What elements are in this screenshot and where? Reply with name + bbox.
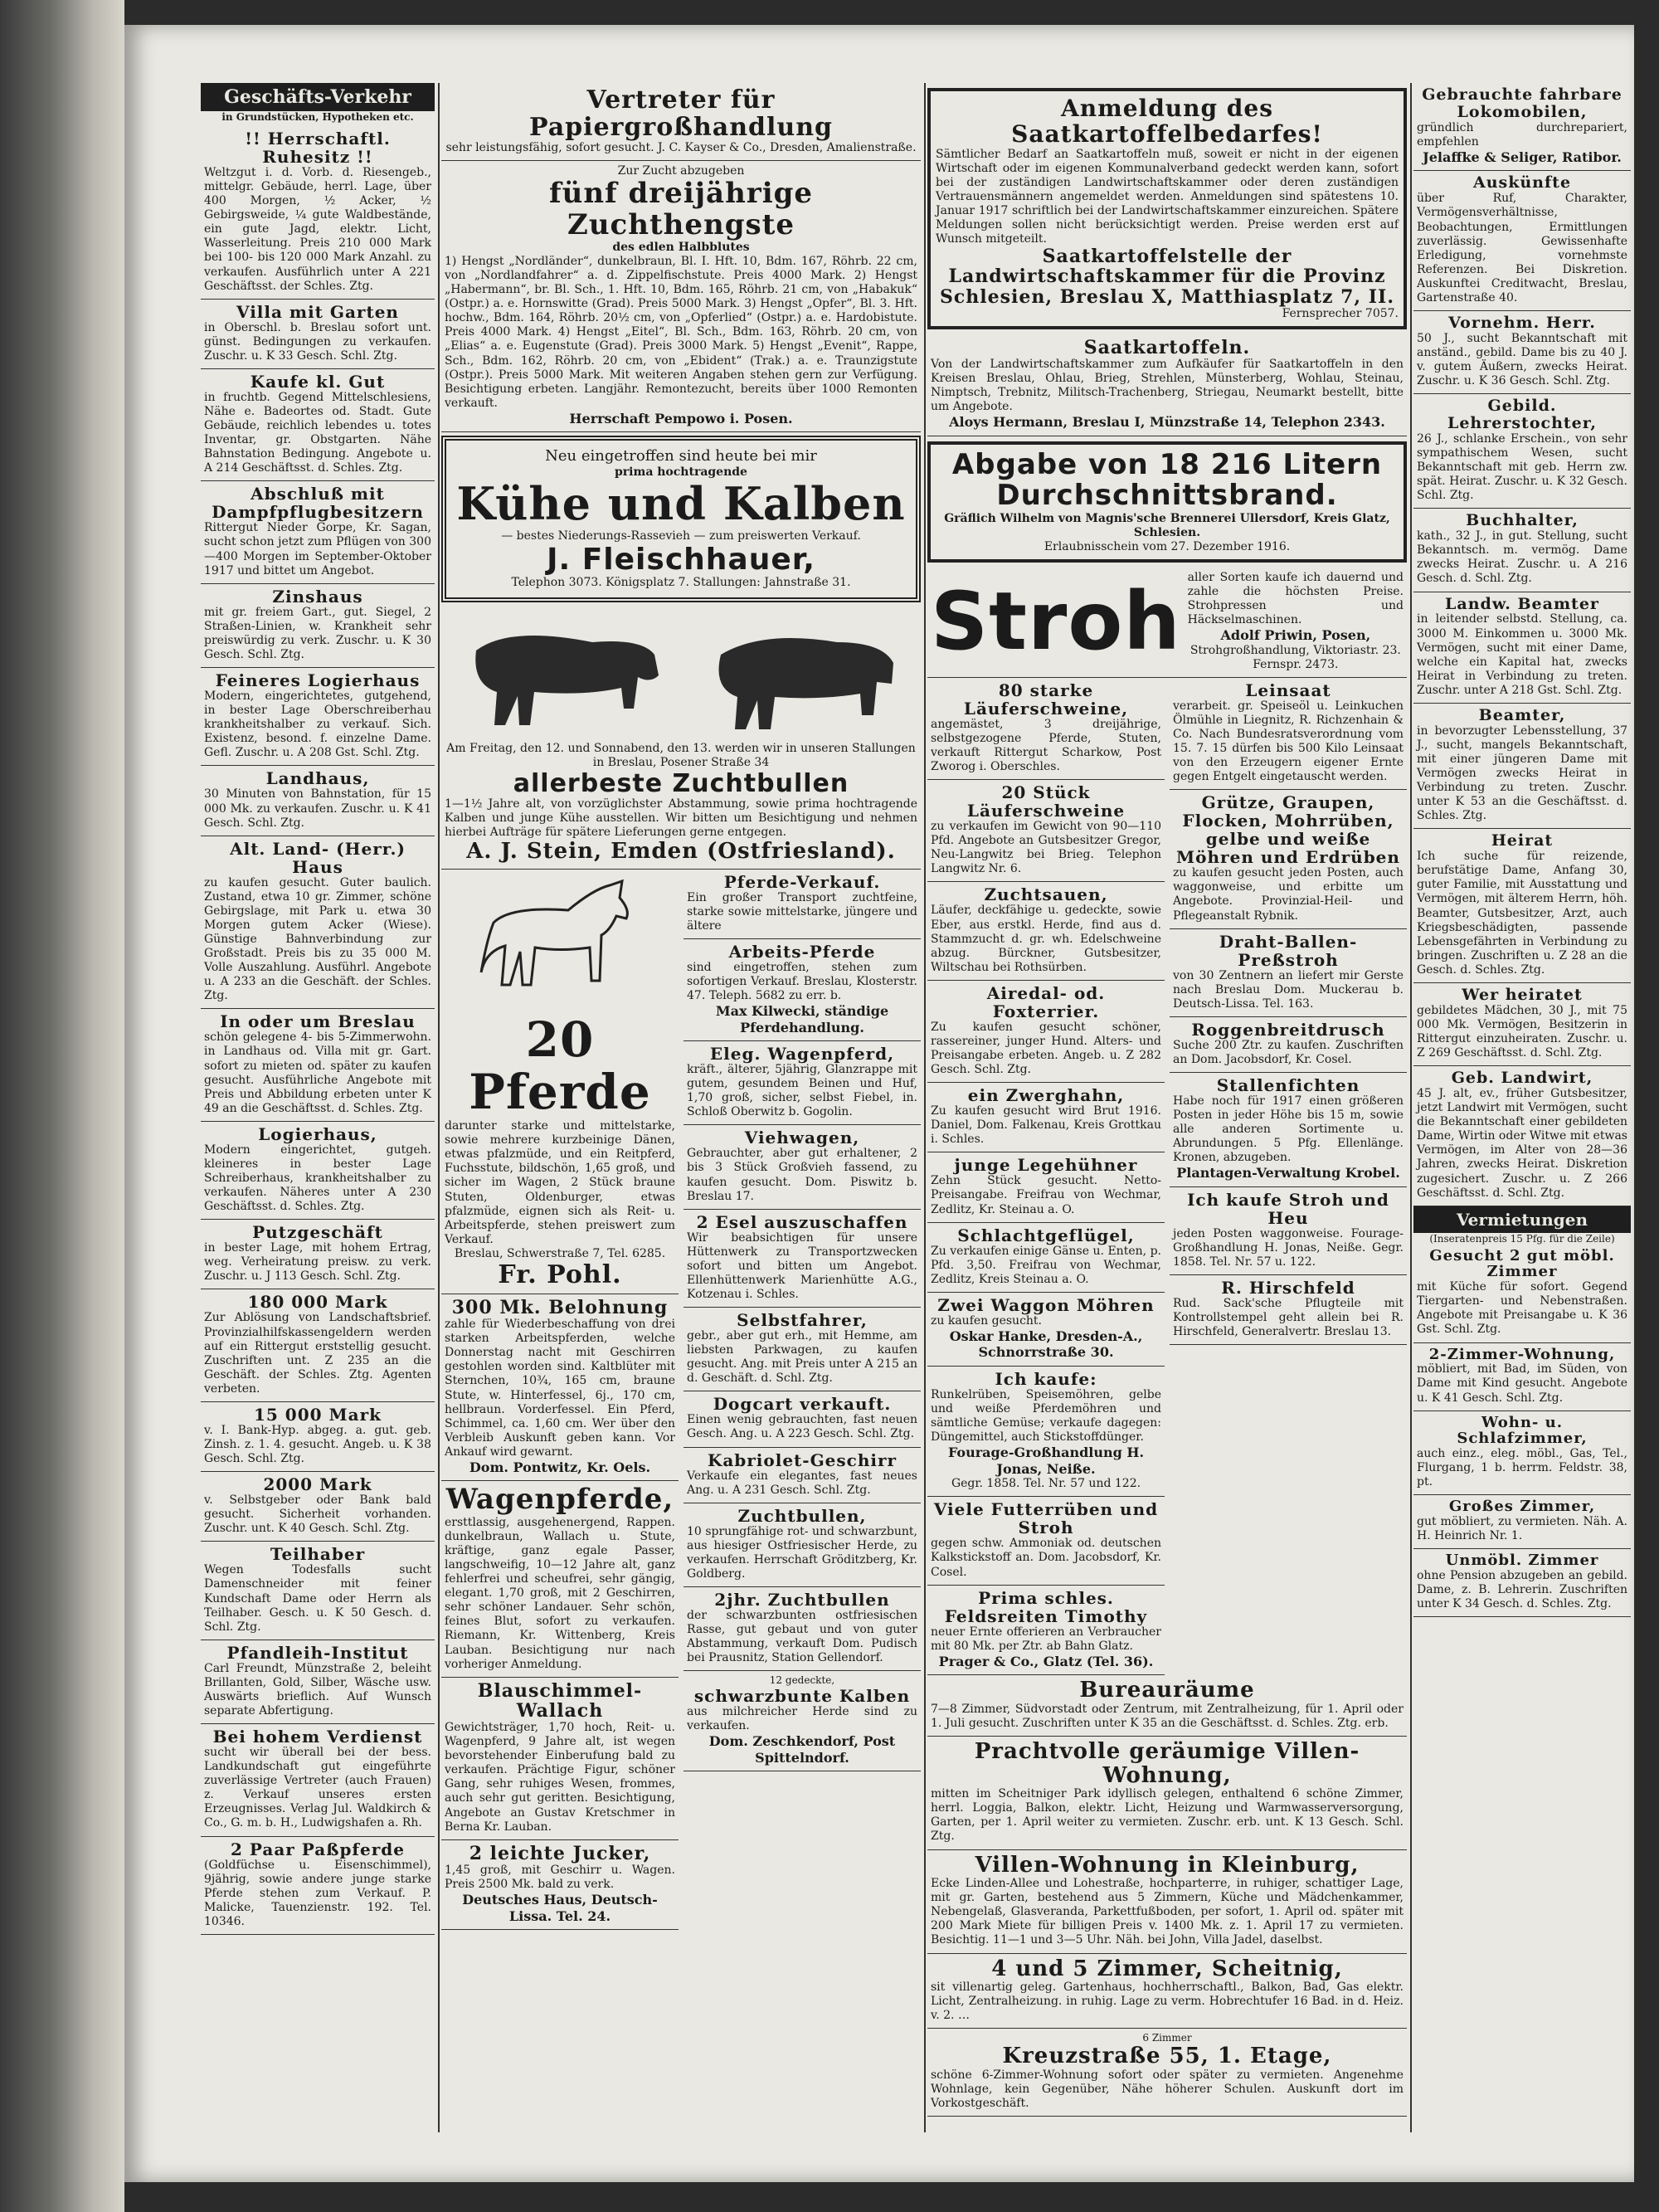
ad-title: Schlachtgeflügel, <box>957 1225 1135 1245</box>
ad-text: Läufer, deckfähige u. gedeckte, sowie Eber, aus erstkl. Herde, find aus d. Stammzucht d. gr. wh. Edelschweine abzug. Bürckner, Gutsbesitzer, Wiltschau bei Rothsürben. <box>931 904 1161 974</box>
ad-title: 2 Paar Paßpferde <box>230 1839 405 1859</box>
classified-ad <box>927 678 1165 780</box>
section-header-rentals: Vermietungen <box>1413 1206 1631 1233</box>
ad-text: Weltzgut i. d. Vorb. d. Riesengeb., mittelgr. Gebäude, herrl. Lage, über 400 Morgen, ½ Acker, ½ Gebirgsweide, ¼ gute Waldbestände, ein gute Jagd, elektr. Licht, Wasserleitung. Preis 210 000 Mark bei 100- bis 120 000 Mark Anzahl. zu verkaufen. Ausführlich unter A 221 Geschäftsst. der Schles. Ztg. <box>204 166 431 293</box>
ad-title: Landhaus, <box>265 768 370 789</box>
ad-text: Modern, eingerichtetes, gutgehend, in bester Lage Oberschreiberhau krankheitshalber zu verkauf. Sich. Existenz, besond. f. einzelne Dame. Gefl. Zuschr. u. A 208 Gst. Schl. Ztg. <box>204 689 431 760</box>
column-3-split <box>927 678 1407 1675</box>
ad-text: Am Freitag, den 12. und Sonnabend, den 13. werden wir in unseren Stallungen in Breslau, Posener Straße 34 <box>446 741 916 769</box>
ad-title: Zuchtbullen, <box>737 1505 867 1526</box>
classified-ad <box>927 882 1165 980</box>
ad-text: Zu kaufen gesucht schöner, rassereiner, junger Hund. Alters- und Preisangabe erbeten. Angeb. u. Z 282 Gesch. Schl. Ztg. <box>931 1020 1161 1077</box>
ad-title: Draht-Ballen-Preßstroh <box>1219 931 1358 970</box>
classified-ad <box>1413 1495 1631 1549</box>
classified-ad <box>201 369 435 481</box>
ad-wagenpferde <box>441 1481 679 1677</box>
ad-text: in leitender selbstd. Stellung, ca. 3000 M. Einkommen u. 3000 Mk. Vermögen, sucht mit einer Dame, welche ein Kapital hat, zwecks Heirat in Verbindung zu treten. Zuschr. unter A 218 Gst. Schl. Ztg. <box>1417 612 1627 697</box>
ad-text: jeden Posten waggonweise. Fourage-Großhandlung H. Jonas, Neiße. Gegr. 1858. Tel. Nr. 57 u. 122. <box>1173 1226 1404 1269</box>
ad-title: R. Hirschfeld <box>1221 1278 1355 1298</box>
ad-pre: 6 Zimmer <box>1142 2032 1192 2044</box>
ad-text: Runkelrüben, Speisemöhren, gelbe und weiße Pferdemöhren und sämtliche Gemüse; verkaufe dagegen: Düngemittel, auch Stickstoffdünger. <box>931 1387 1161 1445</box>
ad-title: Grütze, Graupen, Flocken, Mohrrüben, gelbe und weiße Möhren und Erdrüben <box>1176 792 1400 868</box>
ad-signature: J. Fleischhauer, <box>547 542 815 577</box>
classified-ad <box>1413 1549 1631 1617</box>
ad-title: Großes Zimmer, <box>1448 1498 1596 1516</box>
classified-ad <box>684 1041 921 1125</box>
book-binding <box>0 0 124 2212</box>
ad-text: Wir beabsichtigen für unsere Hüttenwerk zu Transportzwecken sofort und bitten um Angebot. Ellenhüttenwerk Marienhütte A.G., Kotzenau i. Schles. <box>687 1230 917 1301</box>
classified-ad <box>201 1122 435 1220</box>
classified-ad <box>684 870 921 939</box>
ad-title: Abschluß mit Dampfpflugbesitzern <box>212 484 424 523</box>
ad-text: gebr., aber gut erh., mit Hemme, am liebsten Parkwagen, zu kaufen gesucht. Ang. mit Preis unter A 215 an d. Geschäft. d. Schl. Ztg. <box>687 1329 917 1386</box>
ad-title: Villen-Wohnung in Kleinburg, <box>975 1852 1360 1878</box>
classified-ad <box>927 1293 1165 1367</box>
classified-ad <box>927 1850 1407 1954</box>
classified-ad <box>201 126 435 300</box>
ad-title: fünf dreijährige Zuchthengste <box>548 177 814 241</box>
ad-text: 30 Minuten von Bahnstation, für 15 000 Mk. zu verkaufen. Zuschr. u. K 41 Gesch. Schl. Ztg. <box>204 787 431 830</box>
ad-text: neuer Ernte offerieren an Verbraucher mit 80 Mk. per Ztr. ab Bahn Glatz. <box>931 1625 1161 1653</box>
ad-signature: Deutsches Haus, Deutsch-Lissa. Tel. 24. <box>462 1892 658 1924</box>
ad-title: Bureauräume <box>1079 1678 1255 1703</box>
ad-text: Gräflich Wilhelm von Magnis'sche Brennerei Ullersdorf, Kreis Glatz, Schlesien. <box>944 511 1390 539</box>
ad-title: Pfandleih-Institut <box>226 1642 409 1663</box>
ad-text: 45 J. alt, ev., früher Gutsbesitzer, jetzt Landwirt mit Vermögen, sucht die Bekanntschaft einer gebildeten Dame, Wirtin oder Witwe mit etwas Vermögen, im Alter von 28—36 Jahren, zwecks Heirat. Diskretion zugesichert. Zuschr. u. Z 266 Geschäftsst. d. Schl. Ztg. <box>1417 1087 1627 1200</box>
classified-ad <box>201 1220 435 1289</box>
classified-ad <box>684 1125 921 1209</box>
ad-list <box>201 126 435 1935</box>
ad-signature: Fr. Pohl. <box>498 1259 622 1289</box>
column-3-right <box>1170 678 1407 1675</box>
classified-ad <box>684 1448 921 1503</box>
ad-text: Modern eingerichtet, gutgeh. kleineres in bester Lage Schreiberhaus, krankheitshalber zu verkaufen. Näheres unter A 230 Geschäftsst. d. Schles. Ztg. <box>204 1143 431 1214</box>
ad-title: 2 leichte Jucker, <box>469 1842 651 1864</box>
ad-text: Von der Landwirtschaftskammer zum Aufkäufer für Saatkartoffeln in den Kreisen Breslau, Ohlau, Brieg, Strehlen, Münsterberg, Wohlau, Steinau, Nimptsch, Trebnitz, Militsch-Trachenberg, Striegau, Neumarkt bestellt, bitte um Angebote. <box>931 357 1404 414</box>
ad-text: (Goldfüchse u. Eisenschimmel), 9jährig, sowie andere junge starke Pferde stehen zum Verkauf. P. Malicke, Tauenzienstr. 192. Tel. 10346. <box>204 1858 431 1928</box>
column-3-bottom <box>927 1675 1407 2117</box>
ad-title: 2-Zimmer-Wohnung, <box>1428 1345 1616 1363</box>
ad-text: gegen schw. Ammoniak od. deutschen Kalkstickstoff an. Dom. Jacobsdorf, Kr. Cosel. <box>931 1537 1161 1579</box>
ad-title: Teilhaber <box>270 1544 366 1565</box>
ad-title: 4 und 5 Zimmer, Scheitnig, <box>991 1956 1343 1981</box>
classified-ad <box>1413 1066 1631 1206</box>
ad-text: Verkaufe ein elegantes, fast neues Ang. u. A 231 Gesch. Schl. Ztg. <box>687 1469 917 1497</box>
ad-text: Ecke Linden-Allee und Lohestraße, hochparterre, in ruhiger, schattiger Lage, mit gr. Garten, bestehend aus 5 Zimmern, Küche und Mädchenkammer, Nebengelaß, Glasveranda, Parkettfußboden, per sofort, 1. April od. später mit 200 Mark Miete für billigen Preis v. 1400 Mk. z. 1. April 17 zu vermieten. Besichtig. 11—1 und 3—5 Uhr. Näh. bei John, Villa Jadel, daselbst. <box>931 1877 1404 1947</box>
ad-title: Landw. Beamter <box>1445 594 1599 613</box>
classified-ad <box>201 836 435 1010</box>
ad-title: ein Zwerghahn, <box>967 1085 1125 1106</box>
ad-signature: Dom. Pontwitz, Kr. Oels. <box>469 1459 651 1475</box>
ad-title: Beamter, <box>1478 705 1566 724</box>
ad-title: Prachtvolle geräumige Villen-Wohnung, <box>974 1739 1360 1788</box>
ad-text: mit gr. freiem Gart., gut. Siegel, 2 Straßen-Linien, w. Krankheit sehr preiswürdig zu verk. Zuschr. u. K 30 Gesch. Schl. Ztg. <box>204 605 431 661</box>
ad-title: Alt. Land- (Herr.) Haus <box>230 838 406 877</box>
classified-ad <box>927 1083 1165 1152</box>
classified-ad <box>201 1640 435 1724</box>
classified-ad <box>1413 983 1631 1066</box>
ad-text: in bevorzugter Lebensstellung, 37 J., sucht, mangels Bekanntschaft, mit einer jüngeren Dame mit Vermögen zwecks Heirat in Verbindung zu treten. Zuschr. unter K 53 an die Geschäftsst. d. Schles. Ztg. <box>1417 724 1627 823</box>
ad-blauschimmel <box>441 1678 679 1840</box>
ad-title: Stroh <box>931 574 1181 668</box>
classified-ad <box>1170 678 1407 790</box>
ad-text: mit Küche für sofort. Gegend Tiergarten- und Nebenstraßen. Angebote mit Preisangabe u. K 36 Gst. Schl. Ztg. <box>1417 1280 1627 1337</box>
classified-ad <box>201 1289 435 1401</box>
ad-text: zu kaufen gesucht. Guter baulich. Zustand, etwa 10 gr. Zimmer, schöne Gebirgslage, mit Park u. etwa 30 Morgen gutem Acker (Wiese). Günstige Bahnverbindung zur Großstadt. Preis bis zu 35 000 M. Volle Auszahlung. Ausführl. Angebote u. A 233 an die Geschäft. der Schles. Ztg. <box>204 875 431 1003</box>
ad-title: Roggenbreitdrusch <box>1191 1019 1385 1040</box>
classified-ad <box>1413 509 1631 592</box>
ad-text: 10 sprungfähige rot- und schwarzbunt, aus hiesiger Ostfriesischer Herde, zu verkaufen. Herrschaft Gröditzberg, Kr. Goldberg. <box>687 1524 917 1581</box>
ad-text: mitten im Scheitniger Park idyllisch gelegen, enthaltend 6 schöne Zimmer, herrl. Loggia, Balkon, elektr. Licht, Heizung und Warmwasserversorgung, Garten, per 1. April weiter zu vermieten. Zuschr. erb. unt. K 13 Gesch. Schl. Ztg. <box>931 1787 1404 1844</box>
classified-ad <box>1170 1275 1407 1345</box>
classified-ad <box>201 1402 435 1472</box>
ad-contact: Fernsprecher 7057. <box>1282 306 1399 320</box>
ad-text: Ein großer Transport zuchtfeine, starke sowie mittelstarke, jüngere und ältere <box>687 890 917 933</box>
ad-title: Auskünfte <box>1472 173 1572 192</box>
ad-signature: Jelaffke & Seliger, Ratibor. <box>1423 149 1622 165</box>
ad-text: von 30 Zentnern an liefert mir Gerste nach Breslau Dom. Muckerau b. Deutsch-Lissa. Tel. 163. <box>1173 968 1404 1011</box>
ad-title: Geb. Landwirt, <box>1451 1069 1593 1088</box>
ad-text: gebildetes Mädchen, 30 J., mit 75 000 Mk. Vermögen, Besitzerin in Rittergut einzuheiraten. Zuschr. u. Z 269 Geschäftsst. d. Schl. Ztg. <box>1417 1003 1627 1060</box>
ad-text: ohne Pension abzugeben an gebild. Dame, z. B. Lehrerin. Zuschriften unter K 34 Gesch. d. Schles. Ztg. <box>1417 1569 1627 1611</box>
ad-text: ersttlassig, ausgehenergend, Rappen. dunkelbraun, Wallach u. Stute, kräftige, ganz egale Passer, langschweifig, 10—12 Jahre alt, ganz fehlerfrei und scheufrei, sehr gängig, elegant. 1,70 groß, mit 2 Geschirren, sehr schöner Landauer. Sehr schön, feines Blut, sofort zu verkaufen. Riemann, Kr. Wittenberg, Kreis Lauban. Besichtigung nur nach vorheriger Anmeldung. <box>445 1515 675 1671</box>
classified-ad <box>927 1737 1407 1850</box>
ad-title: 180 000 Mark <box>247 1292 388 1313</box>
ad-text: 7—8 Zimmer, Südvorstadt oder Zentrum, mit Zentralheizung, für 1. April oder 1. Juli gesucht. Zuschriften unter K 35 an die Geschäftsst. d. Schles. Ztg. erb. <box>931 1702 1404 1730</box>
ad-text: verarbeit. gr. Speiseöl u. Leinkuchen Ölmühle in Liegnitz, R. Richzenhain & Co. Nach Bundesratsverordnung vom 15. 7. 15 dürfen bis 500 Kilo Leinsaat von den Erzeugern eigener Ernte gegen Entgelt eingetauscht werden. <box>1173 699 1404 784</box>
ad-pre: 12 gedeckte, <box>769 1674 835 1687</box>
classified-ad <box>1170 929 1407 1017</box>
ad-text: gut möbliert, zu vermieten. Näh. A. H. Heinrich Nr. 1. <box>1417 1515 1627 1543</box>
ad-title: Leinsaat <box>1245 680 1331 700</box>
ad-text: sehr leistungsfähig, sofort gesucht. J. C. Kayser & Co., Dresden, Amalienstraße. <box>445 141 917 154</box>
column-3 <box>927 83 1407 2132</box>
ad-text: 50 J., sucht Bekanntschaft mit anständ., gebild. Dame bis zu 40 J. v. gutem Äußern, zwecks Heirat. Zuschr. u. K 36 Gesch. Schl. Ztg. <box>1417 331 1627 388</box>
ad-text: Wegen Todesfalls sucht Damenschneider mit feiner Kundschaft Dame oder Herrn als Teilhaber. Gesch. u. K 50 Gesch. d. Schl. Ztg. <box>204 1563 431 1634</box>
ad-zuchthengste <box>441 161 921 432</box>
classified-ad <box>927 1223 1165 1293</box>
ad-text: v. Selbstgeber oder Bank bald gesucht. Sicherheit vorhanden. Zuschr. unt. K 40 Gesch. Schl. Ztg. <box>204 1493 431 1536</box>
ad-text: schöne 6-Zimmer-Wohnung sofort oder später zu vermieten. Angenehme Wohnlage, kein Gegenüber, Nähe höherer Schulen. Auskunft dort im Vorkostgeschäft. <box>931 2068 1404 2110</box>
ad-title: Bei hohem Verdienst <box>212 1727 423 1747</box>
ad-title: Saatkartoffeln. <box>1083 336 1251 358</box>
classified-ad <box>684 1308 921 1391</box>
ad-title: Kabriolet-Geschirr <box>707 1449 898 1470</box>
ad-signature: Oskar Hanke, Dresden-A., Schnorrstraße 30. <box>949 1328 1143 1361</box>
ad-contact: Strohgroßhandlung, Viktoriastr. 23. Fernspr. 2473. <box>1190 643 1401 671</box>
ad-text: 1—1½ Jahre alt, von vorzüglichster Abstammung, sowie prima hochtragende Kalben und junge Kühe ausstellen. Wir bitten um Besichtigung und nehmen hierbei Aufträge für spätere Lieferungen gerne entgegen. <box>445 797 917 839</box>
classified-ad <box>1170 790 1407 928</box>
classified-ad <box>201 668 435 766</box>
ad-text: über Ruf, Charakter, Vermögensverhältnisse, Beobachtungen, Ermittlungen zuverlässig. Gewissenhafte Erledigung, vornehmste Referenzen. Bei Diskretion. Auskunftei Creditwacht, Breslau, Gartenstraße 40. <box>1417 192 1627 305</box>
ad-signature: Plantagen-Verwaltung Krobel. <box>1176 1165 1400 1182</box>
section-subheader-rentals: (Inseratenpreis 15 Pfg. für die Zeile) <box>1429 1232 1615 1245</box>
ad-title: !! Herrschaftl. Ruhesitz !! <box>245 129 391 167</box>
ad-title: Heirat <box>1491 831 1554 850</box>
ad-title: Kreuzstraße 55, 1. Etage, <box>1002 2043 1332 2068</box>
ad-20-pferde <box>441 870 679 1294</box>
classified-ad <box>201 584 435 668</box>
ad-text: — bestes Niederungs-Rassevieh — zum preiswerten Verkauf. <box>501 529 861 543</box>
ad-signature: Dom. Zeschkendorf, Post Spittelndorf. <box>708 1733 896 1766</box>
ad-text: Gebrauchter, aber gut erhaltener, 2 bis 3 Stück Großvieh fassend, zu kaufen gesucht. Dom. Piswitz b. Breslau 17. <box>687 1147 917 1203</box>
ad-title: Buchhalter, <box>1466 511 1579 530</box>
ad-belohnung <box>441 1294 679 1481</box>
ad-title: Selbstfahrer, <box>737 1310 868 1331</box>
ad-text: in fruchtb. Gegend Mittelschlesiens, Nähe e. Badeortes od. Stadt. Gute Gebäude, reichlich lebendes u. totes Inventar, gr. Obstgarten. Nähe Bahnstation Bedingung. Angebote u. A 214 Geschäftsst. d. Schles. Ztg. <box>204 390 431 475</box>
horse-icon <box>469 873 651 1014</box>
section-header: Geschäfts-Verkehr <box>201 83 435 111</box>
ad-text: Einen wenig gebrauchten, fast neuen Gesch. Ang. u. A 223 Gesch. Schl. Ztg. <box>687 1413 917 1441</box>
ad-title: Abgabe von 18 216 Litern Durchschnittsbrand. <box>951 447 1383 513</box>
ad-title: Zuchtsauen, <box>984 884 1108 905</box>
classified-ad <box>1413 1343 1631 1411</box>
ad-title: junge Legehühner <box>954 1155 1138 1176</box>
ad-saatkartoffel-anmeldung <box>927 88 1407 329</box>
classified-ad <box>927 780 1165 882</box>
ad-title: In oder um Breslau <box>220 1011 416 1032</box>
classified-ad <box>201 300 435 369</box>
ad-text: Ich suche für reizende, berufstätige Dame, Anfang 30, guter Familie, mit Ausstattung und Vermögen, mit älterem Herrn, höh. Beamter, Gutsbesitzer, Arzt, auch Kriegsbeschädigten, passende Lebensgefährten in Verbindung zu bringen. Zuschriften u. Z 28 an die Gesch. d. Schles. Ztg. <box>1417 850 1627 977</box>
ad-title: Vornehm. Herr. <box>1448 313 1596 332</box>
classified-ad <box>1170 1187 1407 1275</box>
column-2 <box>441 83 921 2132</box>
ad-title: Villa mit Garten <box>236 301 399 322</box>
classified-ad <box>684 1503 921 1587</box>
ad-text: Sämtlicher Bedarf an Saatkartoffeln muß, soweit er nicht in der eigenen Wirtschaft oder im eigenen Kommunalverband gedeckt werden kann, sofort bei der zuständigen Landwirtschaftskammer oder deren zuständigen Vertrauensmännern angemeldet werden. Anmeldungen sind spätestens 10. Januar 1917 schriftlich bei der Landwirtschaftskammer einzureichen. Spätere Meldungen sollen nicht berücksichtigt werden. Preise werden erst auf Wunsch mitgeteilt. <box>936 147 1399 246</box>
classified-ad <box>684 1671 921 1771</box>
ad-title: Putzgeschäft <box>252 1222 383 1243</box>
ad-title: Blauschimmel-Wallach <box>477 1679 643 1722</box>
ad-title: Zinshaus <box>272 586 363 607</box>
classified-ad <box>927 981 1165 1083</box>
ad-pre: Zur Zucht abzugeben <box>617 164 745 178</box>
ad-text: aller Sorten kaufe ich dauernd und zahle die höchsten Preise. Strohpressen und Häckselmaschinen. <box>1187 570 1404 627</box>
ad-text: 1) Hengst „Nordländer“, dunkelbraun, Bl. I. Hft. 10, Bdm. 167, Röhrb. 22 cm, von „Nordlandfahrer“ a. d. Zippelfischstute. Preis 4000 Mark. 2) Hengst „Habermann“, br. Bl. Sch., 1. Hft. 10, Bdm. 165, Röhrb. 21 cm, von „Habakuk“ (Ostpr.) a. e. Hornswitte (Grad). Preis 5000 Mark. 3) Hengst „Opfer“, Bl. 3. Hft. hochw., Bdm. 164, Röhrb. 20½ cm, von „Opferlied“ (Ostpr.) a. e. Hardobistute. Preis 4000 Mark. 4) Hengst „Eitel“, Bl. Sch., Bdm. 163, Röhrb. 20 cm, von „Elias“ a. e. Eugenstute (Grad). Preis 3000 Mark. 5) Hengst „Evenit“, Rappe, Sch., Bdm. 162, Röhrb. 20 cm, von „Ebident“ (Trak.) a. e. Traunzigstute (Ostpr.). Preis 5000 Mark. Mit weiteren Angaben stehen gern zur Verfügung. Besichtigung erbeten. Langjähr. Remontezucht, bereits über 1000 Remonten verkauft. <box>445 255 917 410</box>
classified-ad <box>201 481 435 583</box>
ad-title: Ich kaufe: <box>995 1368 1097 1389</box>
ad-list <box>1413 83 1631 1206</box>
ad-title: Wer heiratet <box>1462 985 1583 1004</box>
classified-ad <box>1413 704 1631 829</box>
ad-text: zu kaufen gesucht. <box>931 1313 1043 1328</box>
ad-title: Pferde-Verkauf. <box>723 871 881 892</box>
ad-title: Airedal- od. Foxterrier. <box>986 982 1106 1021</box>
ad-title: Eleg. Wagenpferd, <box>709 1044 895 1065</box>
ad-text: zu verkaufen im Gewicht von 90—110 Pfd. Angebote an Gutsbesitzer Gregor, Neu-Langwitz bei Brieg. Telephon Langwitz Nr. 6. <box>931 820 1161 876</box>
column-2-right <box>684 870 921 1930</box>
ad-text: der schwarzbunten ostfriesischen Rasse, gut gebaut und von guter Abstammung, verkauft Dom. Pudisch bei Prausnitz, Station Gellendorf. <box>687 1609 917 1665</box>
classified-ad <box>1413 592 1631 704</box>
ad-text: in Oberschl. b. Breslau sofort unt. günst. Bedingungen zu verkaufen. Zuschr. u. K 33 Gesch. Schl. Ztg. <box>204 320 431 363</box>
classified-ad <box>684 939 921 1041</box>
classified-ad <box>927 1152 1165 1222</box>
ad-title: Anmeldung des Saatkartoffelbedarfes! <box>1011 95 1323 148</box>
ad-title: Logierhaus, <box>258 1123 377 1144</box>
classified-ad <box>1413 1245 1631 1343</box>
ad-title: Wagenpferde, <box>445 1483 674 1517</box>
column-rule <box>1410 83 1412 2132</box>
classified-ad <box>1413 394 1631 509</box>
classified-ad <box>927 1954 1407 2029</box>
ad-text: sucht wir überall bei der bess. Landkundschaft gut eingeführte zuverlässige Vertreter (auch Frauen) z. Verkauf unseres ersten Erzeugnisses. Verlag Jul. Waldkirch & Co., G. m. b. H., Ludwigshafen a. Rh. <box>204 1746 431 1830</box>
ad-text: Zur Ablösung von Landschaftsbrief. Provinzialhilfskassengeldern werden auf ein Rittergut erststellig gesucht. Zuschriften unt. Z 235 an die Geschäft. der Schles. Ztg. Agenten verbeten. <box>204 1311 431 1396</box>
classified-ad <box>1413 311 1631 394</box>
classified-ad <box>201 1009 435 1121</box>
classified-ad <box>1413 83 1631 171</box>
classified-ad <box>1413 171 1631 311</box>
ad-text: auch einz., eleg. möbl., Gas, Tel., Flurgang, 1 b. herrm. Feldstr. 38, pt. <box>1417 1447 1627 1489</box>
ad-text: sind eingetroffen, stehen zum sofortigen Verkauf. Breslau, Klosterstr. 47. Teleph. 5682 zu err. b. <box>687 960 917 1002</box>
classified-ad <box>1170 1073 1407 1187</box>
ad-title: Gebild. Lehrerstochter, <box>1447 397 1597 433</box>
classified-ad <box>927 1675 1407 1737</box>
ad-signature: Fourage-Großhandlung H. Jonas, Neiße. <box>947 1445 1145 1477</box>
ad-signature: Max Kilwecki, ständige Pferdehandlung. <box>715 1003 889 1035</box>
ad-text: Rittergut Nieder Gorpe, Kr. Sagan, sucht schon jetzt zum Pflügen von 300—400 Morgen im September-Oktober 1917 und bittet um Angebot. <box>204 521 431 577</box>
ad-title: 20 Stück Läuferschweine <box>966 782 1126 821</box>
column-3-left <box>927 678 1165 1675</box>
ad-title: 2000 Mark <box>263 1474 372 1495</box>
ad-text: v. I. Bank-Hyp. abgeg. a. gut. geb. Zinsh. z. 1. 4. gesucht. Angeb. u. K 38 Gesch. Schl. Ztg. <box>204 1423 431 1466</box>
ad-text: in bester Lage, mit hohem Ertrag, weg. Verheiratung preisw. zu verk. Zuschr. u. J 113 Gesch. Schl. Ztg. <box>204 1241 431 1284</box>
ad-text: 1,45 groß, mit Geschirr u. Wagen. Preis 2500 Mk. bald zu verk. <box>445 1863 675 1891</box>
newspaper-page <box>124 25 1634 2182</box>
ad-title: Arbeits-Pferde <box>728 941 876 962</box>
ad-signature: Prager & Co., Glatz (Tel. 36). <box>938 1653 1154 1669</box>
column-2-left <box>441 870 679 1930</box>
ad-title: Unmöbl. Zimmer <box>1445 1552 1599 1570</box>
ad-contact: Gegr. 1858. Tel. Nr. 57 und 122. <box>951 1477 1141 1491</box>
ad-title: Ich kaufe Stroh und Heu <box>1187 1189 1389 1228</box>
ad-signature: A. J. Stein, Emden (Ostfriesland). <box>466 838 896 864</box>
ad-title: allerbeste Zuchtbullen <box>513 768 849 798</box>
ad-text: darunter starke und mittelstarke, sowie mehrere kurzbeinige Dänen, etwas pfalzmüde, und ein Reitpferd, Fuchsstute, bildschön, 1,65 groß, und sicher im Wagen, 2 Stück braune Stuten, Oldenburger, etwas pfalzmüde, eignen sich als Reit- u. Arbeitspferde, stehen preiswert zum Verkauf. <box>445 1119 675 1246</box>
classified-ad <box>684 1587 921 1671</box>
classified-ad <box>927 1586 1165 1676</box>
column-4 <box>1413 83 1631 2132</box>
cattle-illustration <box>445 609 917 742</box>
classified-ad <box>684 1391 921 1447</box>
classified-ad <box>1170 1017 1407 1073</box>
ad-sub: prima hochtragende <box>615 465 747 480</box>
ad-kuehe-kalben <box>441 436 921 602</box>
ad-text: kath., 32 J., in gut. Stellung, sucht Bekanntsch. m. vermög. Dame zwecks Heirat. Zuschr. u. A 216 Gesch. d. Schl. Ztg. <box>1417 529 1627 586</box>
classified-ad <box>201 766 435 836</box>
ad-text: Zu verkaufen einige Gänse u. Enten, p. Pfd. 3,50. Freifrau von Wechmar, Zedlitz, Kreis Steinau a. O. <box>931 1244 1161 1286</box>
ad-zuchtbullen-stein <box>441 606 921 870</box>
classified-ad <box>201 1542 435 1640</box>
ad-title: 15 000 Mark <box>254 1404 382 1425</box>
ad-title: 300 Mk. Belohnung <box>451 1296 669 1318</box>
ad-text: Rud. Sack'sche Pflugteile mit Kontrollstempel geht allein bei R. Hirschfeld, Generalvertr. Breslau 13. <box>1173 1297 1404 1339</box>
column-1 <box>201 83 435 2132</box>
ad-durchschnittsbrand <box>927 441 1407 563</box>
classified-ad <box>201 1472 435 1542</box>
classified-ad <box>1413 1411 1631 1496</box>
ad-jucker <box>441 1840 679 1930</box>
ad-signature: Herrschaft Pempowo i. Posen. <box>569 410 793 426</box>
classified-ad <box>927 2029 1407 2116</box>
ad-title: schwarzbunte Kalben <box>693 1685 911 1706</box>
column-rule <box>924 83 926 2132</box>
ad-text: Zehn Stück gesucht. Netto-Preisangabe. Freifrau von Wechmar, Zedlitz, Kr. Steinau a. O. <box>931 1174 1161 1216</box>
ad-title: Wohn- u. Schlafzimmer, <box>1457 1413 1588 1448</box>
ad-text: aus milchreicher Herde sind zu verkaufen. <box>687 1704 917 1733</box>
rental-list <box>1413 1245 1631 1618</box>
ad-text: sit villenartig geleg. Gartenhaus, hochherrschaftl., Balkon, Bad, Gas elektr. Licht, Zentralheizung. in ruhig. Lage zu verm. Hobrechtufer 16 Bad. in d. Heiz. v. 2. … <box>931 1981 1404 2023</box>
ad-title: Gebrauchte fahrbare Lokomobilen, <box>1422 85 1623 121</box>
classified-ad <box>927 1367 1165 1497</box>
classified-ad <box>684 1210 921 1308</box>
ad-text: Habe noch für 1917 einen größeren Posten in jeder Höhe bis 15 m, sowie alle anderen Sortimente u. Abrundungen. 5 Pfg. Ellenlänge. Kronen, abzugeben. <box>1173 1094 1404 1165</box>
ad-text: Carl Freundt, Münzstraße 2, beleiht Brillanten, Gold, Silber, Wäsche usw. Auswärts brieflich. Auf Wunsch separate Abfertigung. <box>204 1661 431 1718</box>
ad-text: kräft., älterer, 5jährig, Glanzrappe mit gutem, gesundem Beinen und Huf, 1,70 groß, sicher, selbst Fiebel, in. Schloß Oberwitz b. Gogolin. <box>687 1063 917 1119</box>
ad-text: zu kaufen gesucht jeden Posten, auch waggonweise, und erbitte um Angebote. Provinzial-Heil- und Pflegeanstalt Rybnik. <box>1173 866 1404 923</box>
ad-saatkartoffeln <box>927 334 1407 436</box>
classified-ad <box>927 1497 1165 1585</box>
bull-icon <box>696 617 903 742</box>
ad-title: Feineres Logierhaus <box>215 670 421 691</box>
ad-text: zahle für Wiederbeschaffung von drei starken Arbeitspferden, welche Donnerstag nacht mit Geschirren gestohlen worden sind. Kaltblüter mit Sternchen, 10¾, 165 cm, braune Stute, w. Hinterfessel, 6j., 170 cm, hellbraun. Vorderfessel. Ein Pferd, Schimmel, ca. 1,60 cm. Wer über den Verbleib Auskunft geben kann. Vor Ankauf wird gewarnt. <box>445 1318 675 1459</box>
ad-signature: Aloys Hermann, Breslau I, Münzstraße 14, Telephon 2343. <box>949 414 1385 431</box>
ad-signature: Adolf Priwin, Posen, <box>1220 627 1371 644</box>
ad-title: Kaufe kl. Gut <box>250 371 386 392</box>
ad-vertreter <box>441 83 921 161</box>
classified-ad <box>1413 829 1631 983</box>
ad-stroh <box>927 568 1407 678</box>
ad-signature: Erlaubnisschein vom 27. Dezember 1916. <box>1044 539 1291 553</box>
ad-title: Dogcart verkauft. <box>713 1394 892 1415</box>
ad-title: Prima schles. Feldsreiten Timothy <box>944 1587 1148 1626</box>
ad-title: Gesucht 2 gut möbl. Zimmer <box>1429 1246 1615 1281</box>
ad-title: Viele Futterrüben und Stroh <box>933 1499 1159 1538</box>
cow-icon <box>460 617 667 742</box>
ad-title: 2 Esel auszuschaffen <box>696 1211 908 1232</box>
column-2-split <box>441 870 921 1930</box>
classified-ad <box>201 1837 435 1935</box>
ad-title: Viehwagen, <box>744 1128 860 1148</box>
column-rule <box>438 83 440 2132</box>
ad-text: gründlich durchrepariert, empfehlen <box>1417 120 1627 149</box>
ad-title: 20 Pferde <box>469 1011 651 1121</box>
ad-contact: Telephon 3073. Königsplatz 7. Stallungen: Jahnstraße 31. <box>511 576 851 590</box>
ad-contact: Breslau, Schwerstraße 7, Tel. 6285. <box>454 1246 666 1260</box>
ad-title: 2jhr. Zuchtbullen <box>714 1590 890 1610</box>
classified-ad <box>201 1724 435 1836</box>
section-subheader: in Grundstücken, Hypotheken etc. <box>221 111 414 123</box>
ad-text: Gewichtsträger, 1,70 hoch, Reit- u. Wagenpferd, 9 Jahre alt, ist wegen bevorstehender Einberufung bald zu verkaufen. Prächtige Figur, schöner Gang, sehr ruhiges Wesen, frommes, auch sehr gut geritten. Besichtigung, Angebote an Gustav Kretschmer in Berna Kr. Lauban. <box>445 1721 675 1834</box>
ad-title: Stallenfichten <box>1216 1074 1360 1095</box>
ad-title: 80 starke Läuferschweine, <box>963 680 1129 719</box>
ad-text: schön gelegene 4- bis 5-Zimmerwohn. in Landhaus od. Villa mit gr. Gart. sofort zu mieten od. später zu kaufen gesucht. Ausführliche Angebote mit Preis und Abbildung erbeten unter K 49 an die Geschäftsst. d. Schles. Ztg. <box>204 1030 431 1115</box>
ad-text: möbliert, mit Bad, im Süden, von Dame mit Kind gesucht. Angebote u. K 41 Gesch. Schl. Ztg. <box>1417 1362 1627 1405</box>
ad-title: Kühe und Kalben <box>456 477 906 531</box>
ad-title: Zwei Waggon Möhren <box>937 1294 1155 1315</box>
ad-title: Vertreter für Papiergroßhandlung <box>528 85 834 142</box>
ad-signature: Saatkartoffelstelle der Landwirtschaftskammer für die Provinz Schlesien, Breslau X, Matthiasplatz 7, II. <box>939 246 1394 308</box>
ad-text: Zu kaufen gesucht wird Brut 1916. Daniel, Dom. Falkenau, Kreis Grottkau i. Schles. <box>931 1104 1161 1147</box>
ad-text: 26 J., schlanke Erschein., von sehr sympathischem Wesen, sucht Bekanntschaft mit geb. Herrn zw. spät. Heirat. Zuschr. u. K 32 Gesch. Schl. Ztg. <box>1417 431 1627 503</box>
ad-text: Suche 200 Ztr. zu kaufen. Zuschriften an Dom. Jacobsdorf, Kr. Cosel. <box>1173 1038 1404 1066</box>
ad-text: angemästet, 3 dreijährige, selbstgezogene Pferde, Stuten, verkauft Rittergut Scharkow, Post Zworog i. Oberschles. <box>931 717 1161 774</box>
ad-sub: des edlen Halbblutes <box>612 240 750 254</box>
ad-pre: Neu eingetroffen sind heute bei mir <box>545 447 817 465</box>
